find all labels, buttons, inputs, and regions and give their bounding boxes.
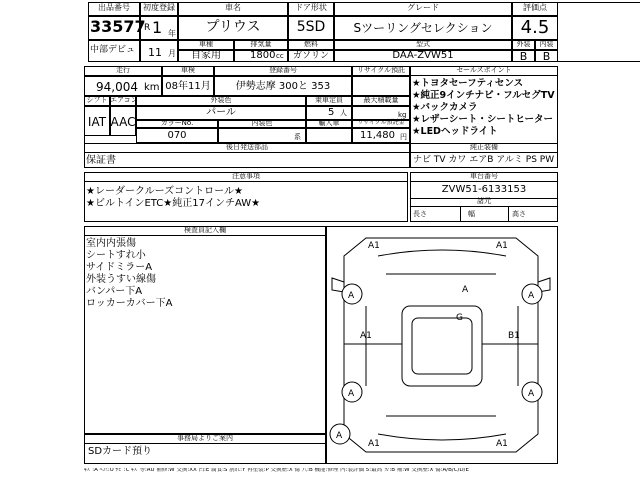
damage-mark: A (348, 389, 355, 399)
lot-label: 出品番号 (98, 3, 130, 12)
inspection-item: サイドミラーA (86, 262, 153, 273)
notes-item: ★レーダークルーズコントロール★ (86, 186, 243, 197)
interior-value: B (542, 50, 551, 63)
notes-label: 注意事項 (232, 172, 260, 180)
score-label: 評価点 (523, 3, 547, 12)
door-label: ドア形状 (295, 3, 327, 12)
damage-mark: A1 (368, 439, 380, 449)
legend-footer: ｷｽﾞ:A ﾍｺﾐ:U ｻﾋﾞ:C ｷｽﾞ等:AU 補修:W 交換:XX 凹:E 腐食:S 割れ:Y 再塗装:P 交換歴:X 傷 穴:B 機能:修理 内:装評価 5:最高 カ:B 補:W 交換歴:X 傷:A/B/C/D/E (84, 468, 469, 473)
capacity-value: 5 (328, 107, 335, 118)
car-name-label: 車名 (225, 3, 241, 12)
car-name-value: プリウス (205, 19, 261, 35)
color-no-value: 070 (167, 130, 187, 141)
office-value: SDカード預り (88, 446, 153, 457)
category-label: 車種 (199, 40, 213, 48)
color-value: パール (206, 107, 236, 118)
recycle-cell (352, 76, 410, 96)
recycle-label: リサイクル預託 (356, 66, 406, 74)
sales-point-item: ★バックカメラ (412, 102, 478, 113)
recycle-fee-label: リサイクル預託金 (357, 119, 405, 126)
damage-mark: A1 (368, 241, 380, 251)
dims-label: 諸元 (477, 197, 491, 205)
displacement-value: 1800 (250, 50, 276, 61)
shift-label: シフト (86, 96, 108, 104)
reg-year-prefix: R (144, 23, 151, 33)
plate-label: 登録番号 (269, 66, 297, 74)
door-value: 5SD (296, 19, 326, 35)
mileage-unit: km (144, 82, 160, 93)
chassis-label: 車台番号 (470, 172, 498, 180)
reg-year-unit: 年 (168, 29, 176, 38)
chassis-value: ZVW51-6133153 (441, 184, 527, 195)
reg-year-label: 初度登録 (143, 3, 175, 12)
import-cell (306, 128, 352, 143)
other-unit: 系 (294, 133, 301, 141)
sales-point-label: セールスポイント (456, 66, 512, 74)
damage-mark: A (462, 285, 469, 295)
color-no-label: カラーNo. (160, 119, 194, 127)
debut-label: 中部デビュ (90, 45, 136, 55)
sales-point-item: ★純正9インチナビ・フルセグTV (412, 90, 555, 101)
office-label: 事務局よりご案内 (177, 434, 233, 442)
exterior-value: B (519, 50, 528, 63)
equip-label: 純正装備 (470, 143, 498, 151)
inspection-list (86, 238, 172, 310)
interior-color-cell (218, 128, 306, 143)
displacement-unit: cc (276, 52, 284, 60)
recycle-fee-value: 11,480 (360, 130, 395, 141)
damage-mark: A (528, 291, 535, 301)
damage-mark: G (456, 313, 463, 323)
mileage-value: 94,004 (96, 80, 138, 94)
color-label: 外装色 (210, 96, 232, 104)
notes-item: ★ビルトインETC★純正17インチAW★ (86, 198, 261, 209)
damage-mark: B1 (508, 331, 520, 341)
lot-value: 33577 (90, 17, 146, 36)
interior-color-label: 内装色 (251, 119, 273, 127)
inspection-item: 外装うすい線傷 (86, 274, 156, 285)
warranty-label: 保証書 (86, 155, 116, 166)
inspection-label: 検査員記入欄 (184, 226, 226, 234)
fuel-label: 燃料 (304, 40, 318, 48)
capacity-label: 乗車定員 (315, 96, 343, 104)
damage-mark: A1 (360, 331, 372, 341)
mileage-label: 走行 (116, 66, 130, 74)
displacement-label: 排気量 (250, 40, 272, 48)
shift-value: IAT (87, 115, 107, 129)
ac-value: AAC (110, 115, 136, 129)
length-label: 長さ (413, 210, 427, 218)
capacity-unit: 人 (340, 109, 347, 117)
category-value: 自家用 (191, 50, 221, 61)
car-diagram (326, 226, 558, 464)
inspection-item: 室内内張傷 (86, 238, 136, 249)
reg-year-value: 1 (152, 18, 163, 37)
recycle-fee-unit: 円 (400, 133, 407, 141)
load-unit: kg (398, 111, 407, 119)
inspection-value: 08年11月 (165, 81, 211, 92)
plate-value: 伊勢志摩 300と 353 (235, 81, 331, 92)
post-parts-label: 後日発送部品 (226, 143, 268, 151)
grade-label: グレード (407, 3, 439, 12)
grade-value: Sツーリングセレクション (353, 21, 493, 35)
damage-mark: A (348, 291, 355, 301)
import-label: 輸入車 (318, 119, 340, 127)
damage-mark: A1 (496, 439, 508, 449)
reg-month-unit: 月 (168, 49, 176, 58)
width-label: 幅 (468, 210, 475, 218)
load-label: 最大積載量 (363, 96, 399, 104)
sales-point-item: ★LEDヘッドライト (412, 126, 498, 137)
notes-list (86, 186, 260, 210)
sales-point-list (412, 78, 555, 138)
sales-point-item: ★トヨタセーフティセンス (412, 78, 524, 89)
model-value: DAA-ZVW51 (392, 50, 454, 61)
damage-mark: A1 (496, 241, 508, 251)
damage-mark: A (528, 389, 535, 399)
inspection-item: ロッカーカバー下A (86, 298, 173, 309)
interior-label: 内装 (539, 40, 554, 48)
inspection-label: 車検 (181, 66, 195, 74)
height-label: 高さ (512, 210, 526, 218)
fuel-value: ガソリン (292, 51, 329, 61)
equip-value: ナビ TV カワ エアB アルミ PS PW (413, 155, 555, 165)
model-label: 型式 (416, 40, 430, 48)
inspection-item: バンパー下A (86, 286, 143, 297)
exterior-label: 外装 (516, 40, 531, 48)
sales-point-item: ★レザーシート・シートヒーター (412, 114, 553, 125)
score-value: 4.5 (520, 17, 550, 38)
reg-month-value: 11 (148, 46, 162, 59)
damage-mark: A (336, 431, 343, 441)
inspection-item: シートすれ小 (86, 250, 146, 261)
ac-label: エアコン (110, 96, 138, 104)
